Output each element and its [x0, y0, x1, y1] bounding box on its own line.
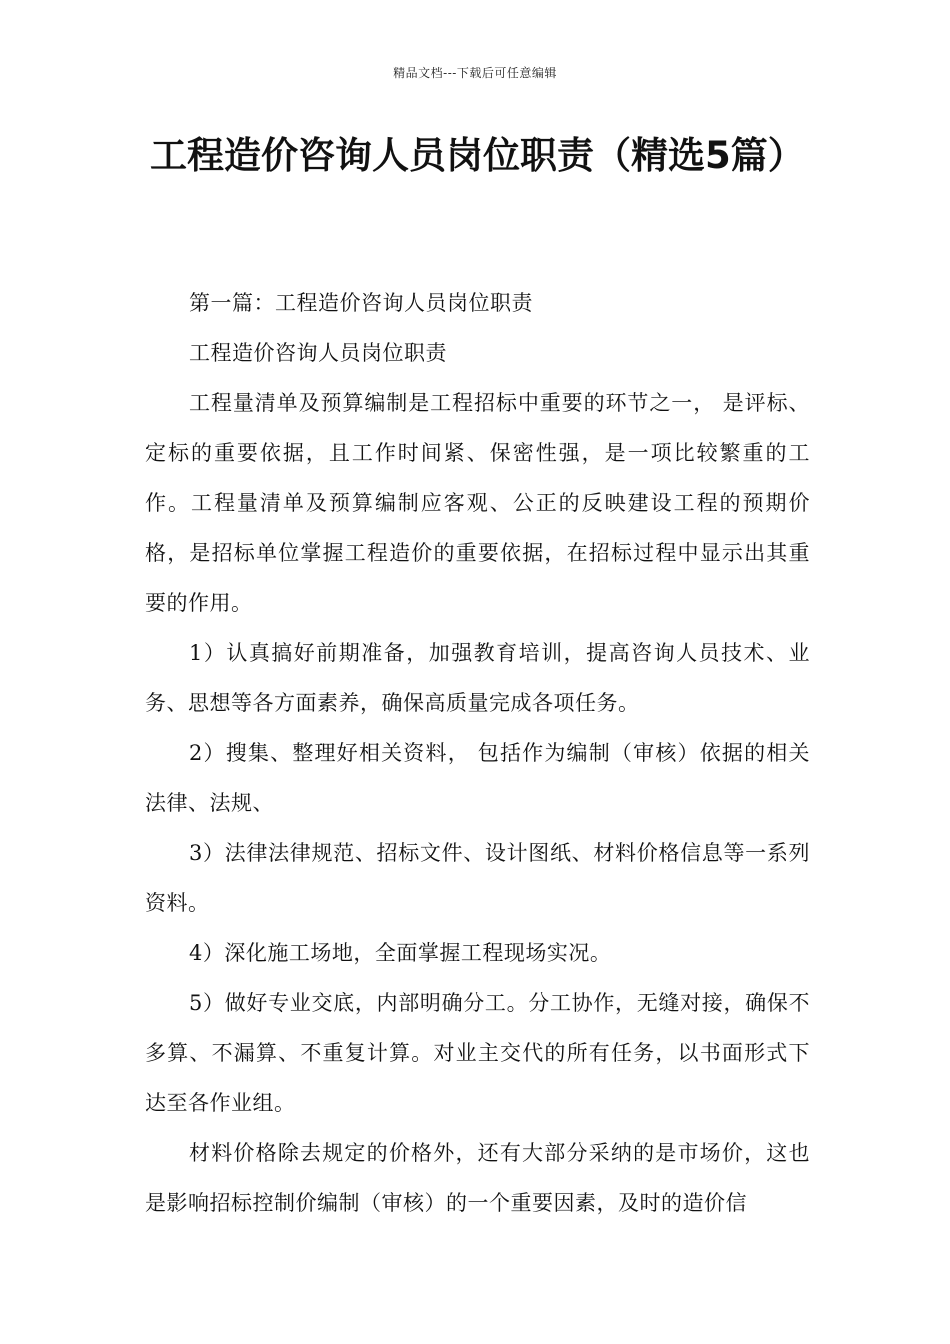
document-title: 工程造价咨询人员岗位职责（精选5篇）	[150, 134, 805, 177]
list-item-2: 2）搜集、整理好相关资料， 包括作为编制（审核）依据的相关法律、法规、	[145, 741, 810, 815]
paragraph: 工程量清单及预算编制是工程招标中重要的环节之一， 是评标、定标的重要依据，且工作时间紧、保密性强，是一项比较繁重的工作。工程量清单及预算编制应客观、公正的反映建设工程的预期价格，是招标单位掌握工程造价的重要依据，在招标过程中显示出其重要的作用。	[145, 391, 810, 615]
list-item-3: 3）法律法律规范、招标文件、设计图纸、材料价格信息等一系列资料。	[145, 841, 810, 915]
subsection-heading: 工程造价咨询人员岗位职责	[189, 341, 447, 365]
list-item-4: 4）深化施工场地，全面掌握工程现场实况。	[189, 941, 612, 965]
section-heading: 第一篇：工程造价咨询人员岗位职责	[189, 291, 533, 315]
list-item-5: 5）做好专业交底，内部明确分工。分工协作，无缝对接，确保不多算、不漏算、不重复计算。对业主交代的所有任务，以书面形式下达至各作业组。	[145, 991, 810, 1115]
list-item-1: 1）认真搞好前期准备，加强教育培训，提高咨询人员技术、业务、思想等各方面素养，确保高质量完成各项任务。	[145, 641, 810, 715]
paragraph: 材料价格除去规定的价格外，还有大部分采纳的是市场价，这也是影响招标控制价编制（审核）的一个重要因素，及时的造价信	[145, 1141, 810, 1215]
document-body	[145, 278, 810, 1228]
page-header-watermark: 精品文档---下载后可任意编辑	[393, 66, 557, 80]
